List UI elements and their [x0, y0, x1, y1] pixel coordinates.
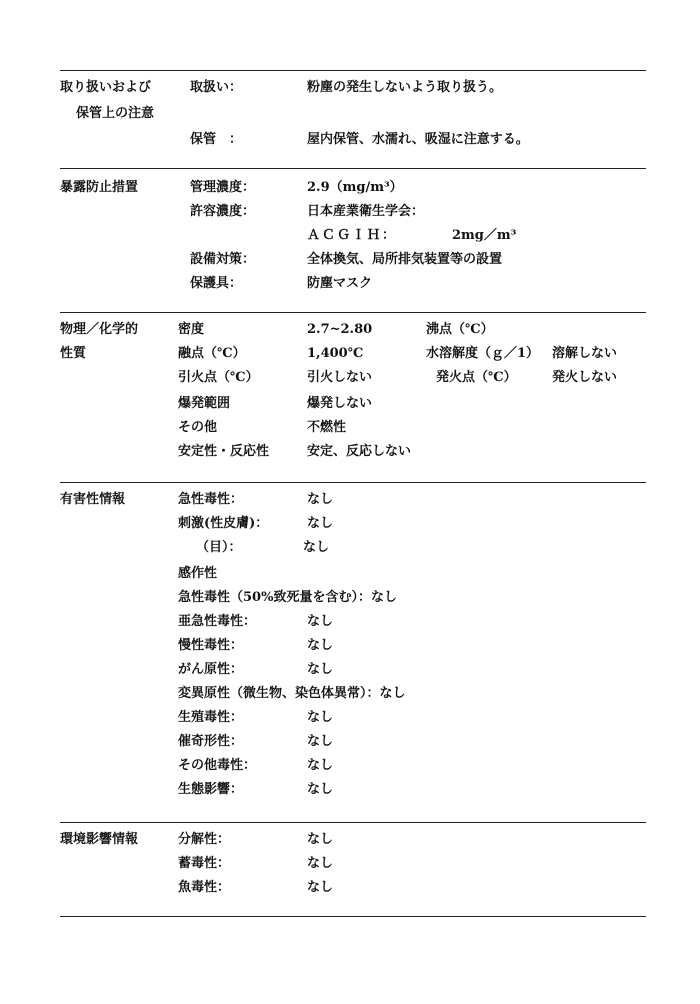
field-value-secondary: 溶解しない [552, 346, 618, 361]
field-value: なし [307, 710, 334, 725]
field-key: 引火点（℃） [178, 370, 259, 385]
field-key: 管理濃度： [190, 180, 256, 195]
field-value: 不燃性 [307, 420, 347, 435]
field-key: 取扱い： [190, 80, 243, 95]
field-key: 融点（℃） [178, 346, 246, 361]
field-value: 防塵マスク [307, 276, 373, 291]
field-value: なし [307, 782, 334, 797]
field-value: 全体換気、局所排気装置等の設置 [307, 252, 503, 267]
field-key: 急性毒性（50%致死量を含む）：なし [178, 590, 397, 605]
section-divider [60, 312, 646, 313]
field-value: なし [307, 638, 334, 653]
field-value: 爆発しない [307, 396, 373, 411]
field-value: なし [307, 758, 334, 773]
section-label-exposure: 暴露防止措置 [60, 180, 139, 195]
section-label-physical-line2: 性質 [60, 346, 87, 361]
field-value: 2.7~2.80 [307, 322, 373, 337]
field-key: 爆発範囲 [178, 396, 231, 411]
field-value: 安定、反応しない [307, 444, 412, 459]
section-label-environment: 環境影響情報 [60, 832, 139, 847]
field-value: ＡＣＧＩＨ： [307, 228, 398, 243]
field-value: なし [307, 516, 334, 531]
field-key: 許容濃度： [190, 204, 256, 219]
field-key: 急性毒性： [178, 492, 244, 507]
field-value: 粉塵の発生しないよう取り扱う。 [307, 80, 503, 95]
field-key-secondary: 発火点（℃） [436, 370, 517, 385]
section-divider [60, 168, 646, 169]
section-divider [60, 916, 646, 917]
field-value: 日本産業衛生学会： [307, 204, 425, 219]
field-key: 感作性 [178, 566, 218, 581]
field-key: 生殖毒性： [178, 710, 244, 725]
field-key: その他毒性： [178, 758, 257, 773]
field-value: なし [307, 734, 334, 749]
field-value: なし [307, 880, 334, 895]
field-key: 設備対策： [190, 252, 256, 267]
field-key: 慢性毒性： [178, 638, 244, 653]
field-value: なし [307, 492, 334, 507]
field-key: 分解性： [178, 832, 231, 847]
field-key-secondary: 沸点（℃） [426, 322, 494, 337]
field-value: 1,400℃ [307, 346, 364, 361]
field-value: なし [303, 540, 330, 555]
field-key: （目）： [196, 540, 242, 555]
field-value: なし [307, 614, 334, 629]
field-key: 保護具： [190, 276, 243, 291]
section-label-toxicity: 有害性情報 [60, 492, 126, 507]
field-key: 密度 [178, 322, 205, 337]
field-key: 保管 ： [190, 132, 243, 147]
field-value-secondary: 発火しない [552, 370, 618, 385]
section-label-handling-line1: 取り扱いおよび [60, 80, 152, 95]
field-key: 蓄毒性： [178, 856, 231, 871]
field-value: なし [307, 662, 334, 677]
field-key: 安定性・反応性 [178, 444, 270, 459]
section-divider [60, 70, 646, 71]
field-value: 屋内保管、水濡れ、吸湿に注意する。 [307, 132, 529, 147]
field-key: がん原性： [178, 662, 244, 677]
field-key: 魚毒性： [178, 880, 231, 895]
field-key: 催奇形性： [178, 734, 244, 749]
field-value: なし [307, 856, 334, 871]
field-value: 引火しない [307, 370, 373, 385]
field-value: なし [307, 832, 334, 847]
section-label-physical-line1: 物理／化学的 [60, 322, 139, 337]
section-label-handling-line2: 保管上の注意 [76, 106, 155, 121]
field-key: 亜急性毒性： [178, 614, 257, 629]
field-key-secondary: 水溶解度（ｇ／1） [426, 346, 540, 361]
field-key: 刺激(性皮膚)： [178, 516, 269, 531]
field-value-secondary: 2mg／m³ [452, 228, 517, 243]
field-value: 2.9（mg/m³） [307, 180, 403, 195]
section-divider [60, 482, 646, 483]
field-key: 変異原性（微生物、染色体異常）：なし [178, 686, 406, 701]
section-divider [60, 822, 646, 823]
field-key: 生態影響： [178, 782, 244, 797]
field-key: その他 [178, 420, 218, 435]
